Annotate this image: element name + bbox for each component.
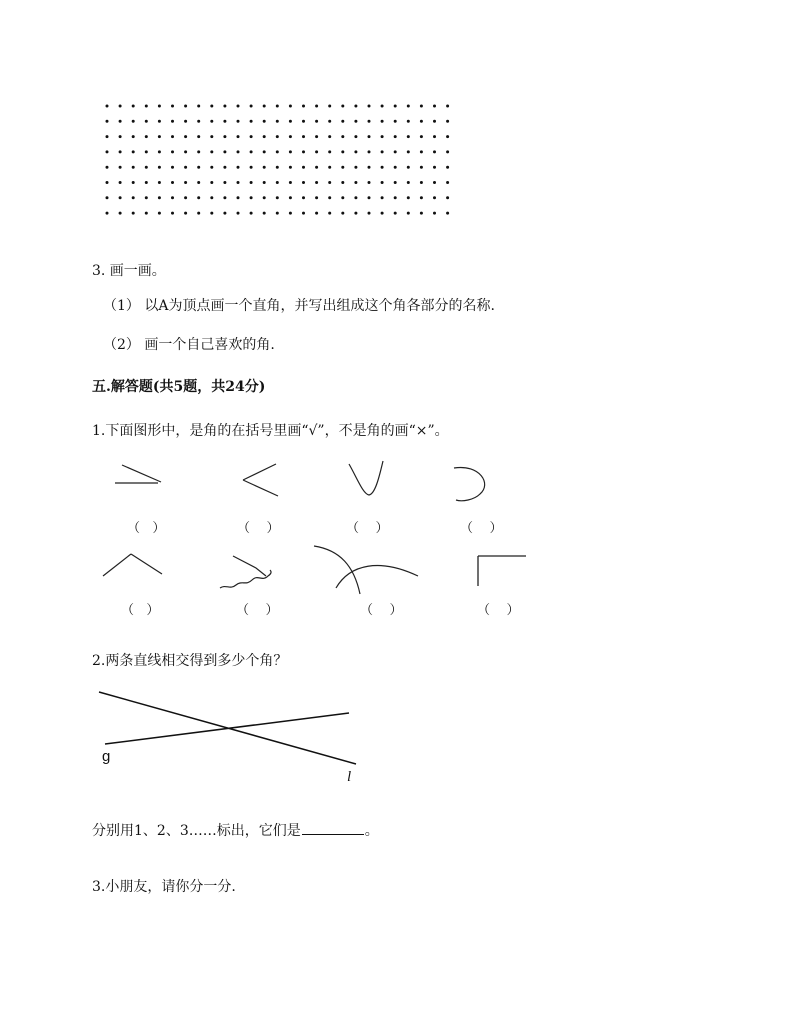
grid-dot [368,105,371,108]
grid-dot [394,105,397,108]
grid-dot [119,135,122,138]
grid-dot [158,150,161,153]
grid-dot [171,120,174,123]
answer-paren-2[interactable]: （ ） [237,521,280,536]
grid-dot [106,120,109,123]
grid-dot [263,196,266,199]
grid-dot [328,120,331,123]
grid-dot [302,135,305,138]
grid-dot [223,166,226,169]
figure-3-curve [345,458,390,500]
grid-dot [446,105,449,108]
grid-dot [433,120,436,123]
grid-dot [276,181,279,184]
grid-dot [368,181,371,184]
grid-dot [433,150,436,153]
grid-dot [354,105,357,108]
grid-dot [132,150,135,153]
grid-dot [210,196,213,199]
grid-dot [394,120,397,123]
grid-dot [210,212,213,215]
grid-dot [394,181,397,184]
grid-dot [106,105,109,108]
grid-dot [223,150,226,153]
grid-dot [328,212,331,215]
grid-dot [381,105,384,108]
grid-dot [119,212,122,215]
grid-dot [210,135,213,138]
grid-dot [381,181,384,184]
grid-dot [289,120,292,123]
grid-dot [171,135,174,138]
grid-dot [276,120,279,123]
question-2-text: 2.两条直线相交得到多少个角？ [92,653,288,669]
grid-dot [171,166,174,169]
grid-dot [250,181,253,184]
line-label-l: l [347,769,352,785]
figure-2-angle [238,460,288,500]
grid-dot [145,120,148,123]
grid-dot [223,196,226,199]
grid-dot [315,105,318,108]
grid-dot [341,105,344,108]
grid-dot [302,150,305,153]
grid-dot [197,166,200,169]
grid-dot [341,166,344,169]
grid-dot [250,135,253,138]
grid-dot [171,212,174,215]
grid-dot [446,150,449,153]
grid-dot [446,181,449,184]
grid-dot [171,105,174,108]
grid-dot [446,196,449,199]
grid-dot [223,120,226,123]
grid-dot [119,166,122,169]
grid-dot [145,105,148,108]
answer-paren-6[interactable]: （ ） [236,603,279,618]
grid-dot [106,181,109,184]
grid-dot [420,212,423,215]
grid-dot [106,196,109,199]
grid-dot [237,135,240,138]
question-2-answer-line [92,820,379,840]
grid-dot [184,196,187,199]
grid-dot [407,135,410,138]
grid-dot [433,105,436,108]
grid-dot [171,181,174,184]
answer-paren-8[interactable]: （ ） [477,603,520,618]
figure-8-right-angle [474,552,530,588]
grid-dot [145,212,148,215]
grid-dot [223,135,226,138]
grid-dot [184,212,187,215]
grid-dot [315,212,318,215]
grid-dot [276,135,279,138]
grid-dot [302,212,305,215]
answer-prefix: 分别用1、2、3……标出，它们是 [92,823,301,839]
grid-dot [184,181,187,184]
grid-dot [420,135,423,138]
grid-dot [197,135,200,138]
grid-dot [184,150,187,153]
grid-dot [354,150,357,153]
grid-dot [328,196,331,199]
grid-dot [237,212,240,215]
grid-dot [210,120,213,123]
grid-dot [302,196,305,199]
grid-dot [237,196,240,199]
answer-paren-7[interactable]: （ ） [360,603,403,618]
grid-dot [145,135,148,138]
grid-dot [132,181,135,184]
grid-dot [302,120,305,123]
grid-dot [368,196,371,199]
grid-dot [433,181,436,184]
grid-dot [263,120,266,123]
grid-dot [263,150,266,153]
grid-dot [328,166,331,169]
grid-dot [446,166,449,169]
grid-dot [407,196,410,199]
grid-dot [394,135,397,138]
answer-blank[interactable] [302,820,364,835]
grid-dot [132,196,135,199]
grid-dot [276,150,279,153]
figure-6-wavy [218,552,278,594]
grid-dot [158,120,161,123]
grid-dot [368,212,371,215]
grid-dot [263,181,266,184]
grid-dot [446,120,449,123]
grid-dot [315,181,318,184]
grid-dot [237,120,240,123]
grid-dot [341,181,344,184]
section3-question-2: （2） 画一个自己喜欢的角. [103,337,275,353]
grid-dot [302,166,305,169]
grid-dot [197,181,200,184]
grid-dot [368,150,371,153]
answer-paren-1[interactable]: （ ） [127,521,166,536]
grid-dot [250,212,253,215]
grid-dot [341,120,344,123]
grid-dot [171,150,174,153]
grid-dot [223,105,226,108]
grid-dot [132,212,135,215]
grid-dot [210,150,213,153]
grid-dot [341,212,344,215]
grid-dot [276,105,279,108]
figure-1-angle [110,462,170,492]
grid-dot [250,196,253,199]
grid-dot [145,166,148,169]
grid-dot [289,212,292,215]
figure-7-crossing-curves [310,542,424,598]
grid-dot [210,181,213,184]
grid-dot [446,135,449,138]
grid-dot [315,135,318,138]
grid-dot [158,181,161,184]
grid-dot [328,181,331,184]
section3-title: 3. 画一画。 [92,263,166,279]
grid-dot [210,166,213,169]
grid-dot [446,212,449,215]
grid-dot [250,166,253,169]
section3-question-1: （1） 以A为顶点画一个直角，并写出组成这个角各部分的名称. [103,298,495,314]
grid-dot [381,166,384,169]
grid-dot [145,150,148,153]
grid-dot [263,212,266,215]
grid-dot [420,105,423,108]
grid-dot [315,150,318,153]
grid-dot [119,196,122,199]
grid-dot [433,135,436,138]
grid-dot [341,196,344,199]
grid-dot [394,166,397,169]
grid-dot [263,135,266,138]
grid-dot [158,166,161,169]
grid-dot [341,135,344,138]
grid-dot [197,212,200,215]
grid-dot [289,196,292,199]
grid-dot [433,212,436,215]
answer-suffix: 。 [364,823,379,839]
grid-dot [197,105,200,108]
grid-dot [407,120,410,123]
grid-dot [223,181,226,184]
grid-dot [433,196,436,199]
grid-dot [184,135,187,138]
grid-dot [315,166,318,169]
grid-dot [420,166,423,169]
grid-dot [407,212,410,215]
grid-dot [381,212,384,215]
dot-grid [100,100,470,220]
grid-dot [302,181,305,184]
answer-paren-5[interactable]: （ ） [121,603,160,618]
grid-dot [250,120,253,123]
grid-dot [289,181,292,184]
grid-dot [237,105,240,108]
grid-dot [328,135,331,138]
grid-dot [237,150,240,153]
grid-dot [420,181,423,184]
grid-dot [210,105,213,108]
grid-dot [158,105,161,108]
grid-dot [263,105,266,108]
grid-dot [223,212,226,215]
grid-dot [197,196,200,199]
grid-dot [381,150,384,153]
grid-dot [237,181,240,184]
grid-dot [407,105,410,108]
grid-dot [250,105,253,108]
grid-dot [420,150,423,153]
grid-dot [315,196,318,199]
grid-dot [106,150,109,153]
grid-dot [381,196,384,199]
grid-dot [171,196,174,199]
question-1-text: 1.下面图形中，是角的在括号里画“√”，不是角的画“×”。 [92,423,449,439]
grid-dot [315,120,318,123]
grid-dot [394,150,397,153]
grid-dot [106,135,109,138]
question-3-text: 3.小朋友，请你分一分. [92,879,236,895]
grid-dot [407,166,410,169]
grid-dot [119,181,122,184]
grid-dot [276,196,279,199]
grid-dot [132,105,135,108]
grid-dot [132,166,135,169]
grid-dot [289,135,292,138]
grid-dot [354,212,357,215]
grid-dot [184,105,187,108]
grid-dot [433,166,436,169]
grid-dot [368,135,371,138]
grid-dot [237,166,240,169]
grid-dot [289,150,292,153]
grid-dot [341,150,344,153]
grid-dot [381,120,384,123]
grid-dot [119,150,122,153]
grid-dot [197,150,200,153]
grid-dot [145,181,148,184]
grid-dot [328,105,331,108]
grid-dot [354,135,357,138]
figure-5-angle [100,548,166,580]
grid-dot [184,120,187,123]
grid-dot [158,135,161,138]
grid-dot [354,120,357,123]
grid-dot [184,166,187,169]
grid-dot [394,212,397,215]
intersecting-lines-figure [96,688,366,788]
grid-dot [328,150,331,153]
grid-dot [407,150,410,153]
grid-dot [263,166,266,169]
answer-paren-3[interactable]: （ ） [346,521,389,536]
line-label-g: g [102,748,111,765]
grid-dot [420,120,423,123]
grid-dot [158,196,161,199]
grid-dot [289,105,292,108]
grid-dot [119,105,122,108]
grid-dot [276,212,279,215]
grid-dot [302,105,305,108]
grid-dot [407,181,410,184]
grid-dot [368,166,371,169]
grid-dot [106,212,109,215]
grid-dot [289,166,292,169]
grid-dot [145,196,148,199]
answer-paren-4[interactable]: （ ） [460,521,503,536]
grid-dot [394,196,397,199]
grid-dot [106,166,109,169]
section5-heading: 五.解答题(共5题，共24分) [92,379,266,395]
grid-dot [381,135,384,138]
grid-dot [420,196,423,199]
grid-dot [276,166,279,169]
grid-dot [354,196,357,199]
grid-dot [158,212,161,215]
grid-dot [119,120,122,123]
grid-dot [250,150,253,153]
grid-dot [132,135,135,138]
figure-4-curve [450,462,495,507]
grid-dot [354,181,357,184]
grid-dot [354,166,357,169]
grid-dot [197,120,200,123]
grid-dot [368,120,371,123]
grid-dot [132,120,135,123]
